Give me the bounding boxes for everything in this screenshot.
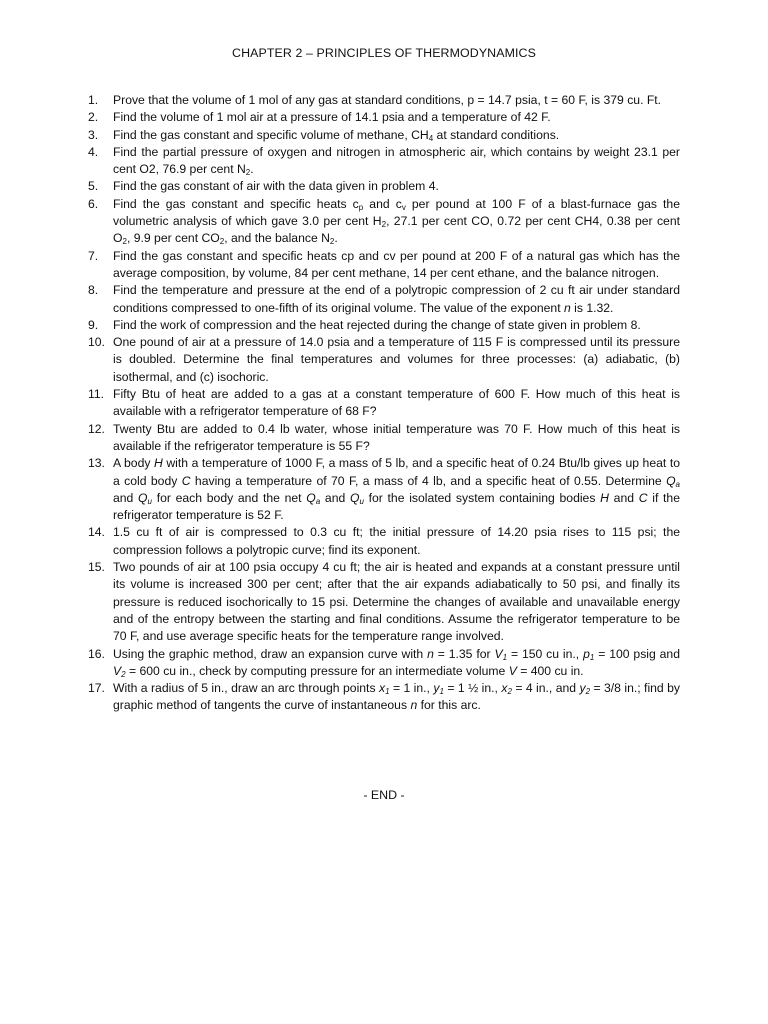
problem-text: Find the gas constant and specific heats $c_p$ and $c_v$ per pound at 100 F of a blast-furnace gas the volumetric analysis of which gave 3.0 per cent $H_2$, 27.1 per cent CO, 0.72 per cent CH4, 0.38 per cent $O_2$, 9.9 per cent $CO_2$, and the balance $N_2$. xyxy=(113,196,680,247)
problem-number: 16. xyxy=(88,646,105,661)
problem-item xyxy=(88,334,680,386)
problem-text: Find the gas constant and specific heats cp and cv per pound at 200 F of a natural gas which has the average composition, by volume, 84 per cent methane, 14 per cent ethane, and the balance nitrogen. xyxy=(113,248,680,280)
problem-number: 1. xyxy=(88,93,99,107)
problem-text: With a radius of 5 in., draw an arc through points $x_1 = 1$ in., $y_1 = 1$ ½ in., $x_2 = 4$ in., and $y_2 = 3/8$ in.; find by graphic method of tangents the curve of instantaneous n for this arc. xyxy=(113,681,680,713)
problem-text: 1.5 cu ft of air is compressed to 0.3 cu ft; the initial pressure of 14.20 psia rises to 115 psi; the compression follows a polytropic curve; find its exponent. xyxy=(113,525,680,557)
problem-item xyxy=(88,455,680,524)
problem-item xyxy=(88,109,680,126)
problem-number: 7. xyxy=(88,248,99,263)
problem-number: 5. xyxy=(88,179,99,194)
problem-item xyxy=(88,248,680,283)
problem-number: 6. xyxy=(88,196,99,211)
problem-text: Twenty Btu are added to 0.4 lb water, whose initial temperature was 70 F. How much of this heat is available if the refrigerator temperature is 55 F? xyxy=(113,421,680,453)
problem-number: 11. xyxy=(88,387,105,402)
problem-text: Fifty Btu of heat are added to a gas at a constant temperature of 600 F. How much of this heat is available with a refrigerator temperature of 68 F? xyxy=(113,387,680,419)
problem-text: Find the gas constant and specific volume of methane, $CH_4$ at standard conditions. xyxy=(113,127,560,143)
problem-text: Find the volume of 1 mol air at a pressure of 14.1 psia and a temperature of 42 F. xyxy=(113,110,551,125)
problem-text: Prove that the volume of 1 mol of any gas at standard conditions, p = 14.7 psia, t = 60 F, is 379 cu. Ft. xyxy=(113,93,662,107)
problem-text: A body H with a temperature of 1000 F, a mass of 5 lb, and a specific heat of 0.24 Btu/lb gives up heat to a cold body C having a temperature of 70 F, a mass of 4 lb, and a specific heat of 0.55. Determine $Q_a$ and $Q_u$ for each body and the net $Q_a$ and $Q_u$ for the isolated system containing bodies H and C if the refrigerator temperature is 52 F. xyxy=(113,456,680,523)
chapter-title: CHAPTER 2 – PRINCIPLES OF THERMODYNAMICS xyxy=(232,46,536,60)
problem-item xyxy=(88,524,680,559)
problem-item xyxy=(88,386,680,421)
problem-item xyxy=(88,178,680,195)
problem-text: Using the graphic method, draw an expansion curve with n = 1.35 for $V_1 = 150$ cu in., $p_1 = 100$ psig and $V_2 = 600$ cu in., check by computing pressure for an intermediate volume V = 400 cu in. xyxy=(113,646,680,679)
problem-item xyxy=(88,646,680,681)
problem-text: Find the gas constant of air with the data given in problem 4. xyxy=(113,179,439,194)
problem-number: 13. xyxy=(88,456,105,471)
problem-text: Two pounds of air at 100 psia occupy 4 cu ft; the air is heated and expands at a constant pressure until its volume is increased 300 per cent; after that the air expands adiabatically to 50 psi, and finally its pressure is reduced isochorically to 15 psi. Determine the changes of available and unavailable energy and of the entropy between the starting and final conditions. Assume the refrigerator temperature to be 70 F, and use average specific heats for the temperature range involved. xyxy=(113,560,680,644)
problem-text: Find the work of compression and the heat rejected during the change of state given in problem 8. xyxy=(113,317,641,332)
problem-item xyxy=(88,421,680,456)
problem-item xyxy=(88,144,680,179)
problem-list xyxy=(88,92,680,715)
problem-item xyxy=(88,282,680,317)
problem-number: 2. xyxy=(88,110,99,125)
problem-number: 17. xyxy=(88,681,105,696)
problem-number: 3. xyxy=(88,127,99,142)
problem-item xyxy=(88,559,680,645)
problem-number: 14. xyxy=(88,525,105,540)
problem-item xyxy=(88,196,680,248)
problem-text: Find the partial pressure of oxygen and nitrogen in atmospheric air, which contains by weight 23.1 per cent O2, 76.9 per cent $N_2$. xyxy=(113,144,680,178)
problem-text: One pound of air at a pressure of 14.0 psia and a temperature of 115 F is compressed until its pressure is doubled. Determine the final temperatures and volumes for three processes: (a) adiabatic, (b) isothermal, and (c) isochoric. xyxy=(113,335,680,384)
problem-item xyxy=(88,127,680,144)
problem-number: 10. xyxy=(88,335,105,350)
problem-number: 9. xyxy=(88,317,99,332)
problem-text: Find the temperature and pressure at the end of a polytropic compression of 2 cu ft air under standard conditions compressed to one-fifth of its original volume. The value of the exponent n is 1.32. xyxy=(113,283,680,315)
problem-number: 4. xyxy=(88,144,99,159)
problem-item xyxy=(88,92,680,109)
problem-number: 8. xyxy=(88,283,99,298)
problem-item xyxy=(88,317,680,334)
end-marker: - END - xyxy=(363,788,405,802)
problem-number: 15. xyxy=(88,560,105,575)
problem-number: 12. xyxy=(88,421,105,436)
problem-item xyxy=(88,680,680,715)
